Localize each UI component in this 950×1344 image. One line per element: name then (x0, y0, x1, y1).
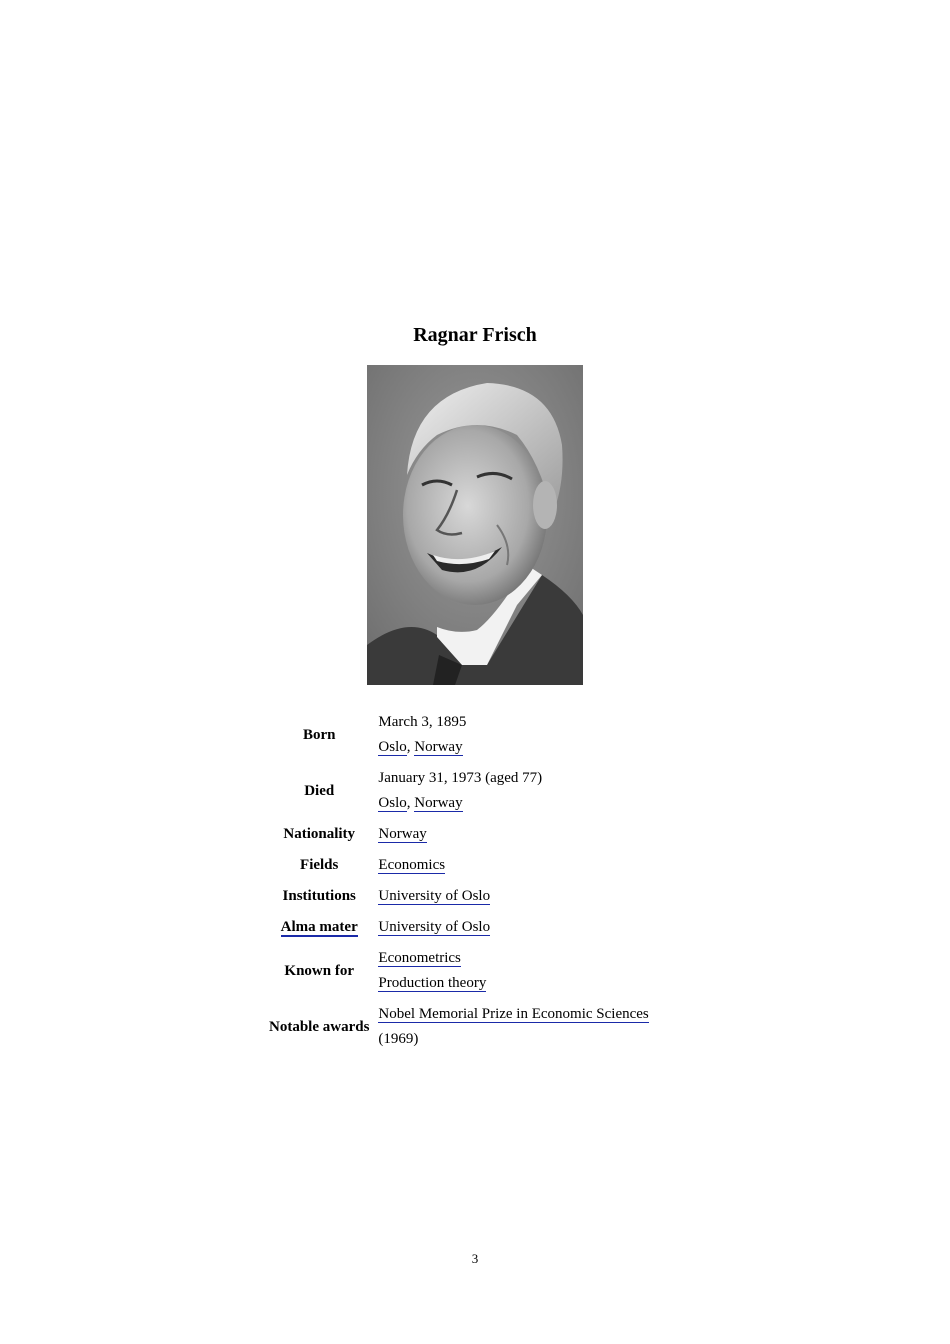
infobox-row-alma-mater (265, 915, 649, 940)
known-for-label: Known for (284, 962, 354, 979)
fields-label: Fields (300, 857, 339, 873)
died-date: January 31, 1973 (aged 77) (378, 770, 543, 786)
died-label: Died (304, 782, 335, 799)
infobox-row-notable-awards (265, 1002, 649, 1052)
alma-mater-link[interactable]: University of Oslo (378, 919, 491, 935)
infobox-row-died (265, 766, 649, 816)
born-value (378, 710, 648, 760)
portrait-image (367, 365, 583, 685)
portrait-photo (367, 365, 583, 685)
died-country-link[interactable]: Norway (414, 795, 463, 811)
alma-mater-label-link[interactable]: Alma mater (280, 919, 358, 935)
born-date: March 3, 1895 (378, 714, 467, 730)
notable-award-link[interactable]: Nobel Memorial Prize in Economic Sciences (378, 1006, 649, 1022)
known-for-item-link[interactable]: Production theory (378, 975, 487, 991)
known-for-item-link[interactable]: Econometrics (378, 950, 461, 966)
infobox-row-known-for (265, 946, 649, 996)
institutions-link[interactable]: University of Oslo (378, 888, 491, 904)
page-title: Ragnar Frisch (413, 324, 537, 346)
born-city-link[interactable]: Oslo (378, 739, 407, 755)
died-city-link[interactable]: Oslo (378, 795, 407, 811)
nationality-label: Nationality (283, 826, 356, 842)
infobox-row-nationality (265, 822, 649, 847)
notable-awards-label: Notable awards (269, 1018, 370, 1035)
died-value (378, 766, 648, 816)
infobox-row-born (265, 710, 649, 760)
born-label: Born (302, 726, 336, 743)
notable-award-year: (1969) (378, 1031, 419, 1047)
born-country-link[interactable]: Norway (414, 739, 463, 755)
institutions-label: Institutions (282, 888, 356, 904)
fields-link[interactable]: Economics (378, 857, 446, 873)
born-separator: , (406, 739, 415, 755)
nationality-link[interactable]: Norway (378, 826, 427, 842)
died-separator: , (406, 795, 415, 811)
infobox-row-fields (265, 853, 649, 878)
infobox-row-institutions (265, 884, 649, 909)
infobox-table (265, 704, 649, 1058)
page-number: 3 (471, 1251, 479, 1266)
